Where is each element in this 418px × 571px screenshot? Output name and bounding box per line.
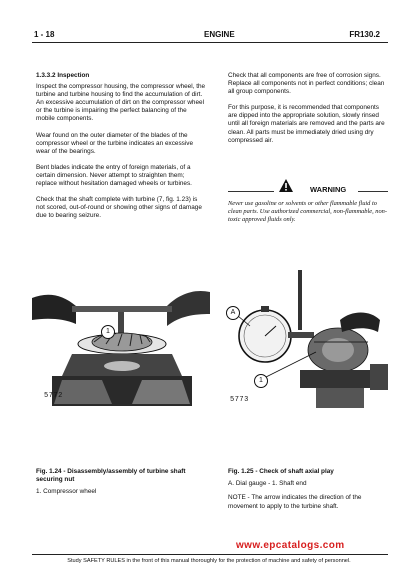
caption-title: Fig. 1.25 - Check of shaft axial play bbox=[228, 468, 334, 475]
header-rule bbox=[32, 42, 388, 43]
warning-rule-left bbox=[228, 191, 274, 192]
figure-number-label: 5772 bbox=[44, 392, 63, 400]
figure-turbine-nut-illustration bbox=[32, 276, 210, 408]
caption-title: Fig. 1.24 - Disassembly/assembly of turbine shaft securing nut bbox=[36, 468, 186, 484]
watermark-link[interactable]: www.epcatalogs.com bbox=[236, 540, 345, 551]
right-text-column bbox=[228, 72, 388, 153]
caption-note: NOTE - The arrow indicates the direction of the movement to apply to the turbine shaft. bbox=[228, 494, 362, 510]
callout-a: A bbox=[226, 306, 240, 320]
paragraph: Check that all components are free of corrosion signs. Replace all components not in perfect conditions; clean all group components. bbox=[228, 72, 385, 96]
callout-1: 1 bbox=[254, 374, 268, 388]
model-code: FR130.2 bbox=[349, 30, 380, 39]
warning-triangle-icon bbox=[278, 178, 294, 193]
callout-1: 1 bbox=[101, 325, 115, 339]
paragraph: For this purpose, it is recommended that components are dipped into the appropriate solution, slowly rinsed until all foreign materials are removed and the parts are clean. All parts must be immediately dried using dry compressed air. bbox=[228, 104, 385, 144]
warning-rule-right bbox=[358, 191, 388, 192]
page-number: 1 - 18 bbox=[34, 30, 55, 39]
section-name: ENGINE bbox=[204, 30, 235, 39]
warning-title: WARNING bbox=[310, 185, 347, 194]
section-title: 1.3.3.2 Inspection bbox=[36, 72, 90, 79]
figure-axial-play-illustration bbox=[220, 270, 390, 410]
paragraph: Bent blades indicate the entry of foreign materials, of a certain dimension. Never attempt to straighten them; replace without hesitation damaged wheels or turbines. bbox=[36, 163, 192, 188]
caption-legend: 1. Compressor wheel bbox=[36, 488, 97, 496]
figure-caption-left bbox=[36, 468, 206, 497]
left-text-column bbox=[36, 72, 206, 228]
paragraph: Wear found on the outer diameter of the blades of the compressor wheel or the turbine indicates an excessive wear of the bearings. bbox=[36, 131, 194, 155]
paragraph: Check that the shaft complete with turbine (7, fig. 1.23) is not scored, out-of-round or showing other signs of damage due to bearing seizure. bbox=[36, 196, 202, 220]
footer-safety-note: Study SAFETY RULES in the front of this manual thoroughly for the protection of machine and safety of personnel. bbox=[67, 558, 351, 564]
footer-rule bbox=[32, 554, 388, 555]
caption-legend: A. Dial gauge - 1. Shaft end bbox=[228, 480, 307, 488]
warning-text: Never use gasoline or solvents or other flammable fluid to clean parts. Use authorized commercial, non-flammable, non-toxic approved fluids only. bbox=[228, 200, 387, 223]
paragraph: Inspect the compressor housing, the compressor wheel, the turbine and turbine housing to find the accumulation of dirt. An excessive accumulation of dirt on the compressor wheel or the turbine is impairing the perfect balancing of the mobile components. bbox=[36, 83, 206, 123]
figure-number-label: 5773 bbox=[230, 396, 249, 404]
figure-caption-right bbox=[228, 468, 388, 511]
